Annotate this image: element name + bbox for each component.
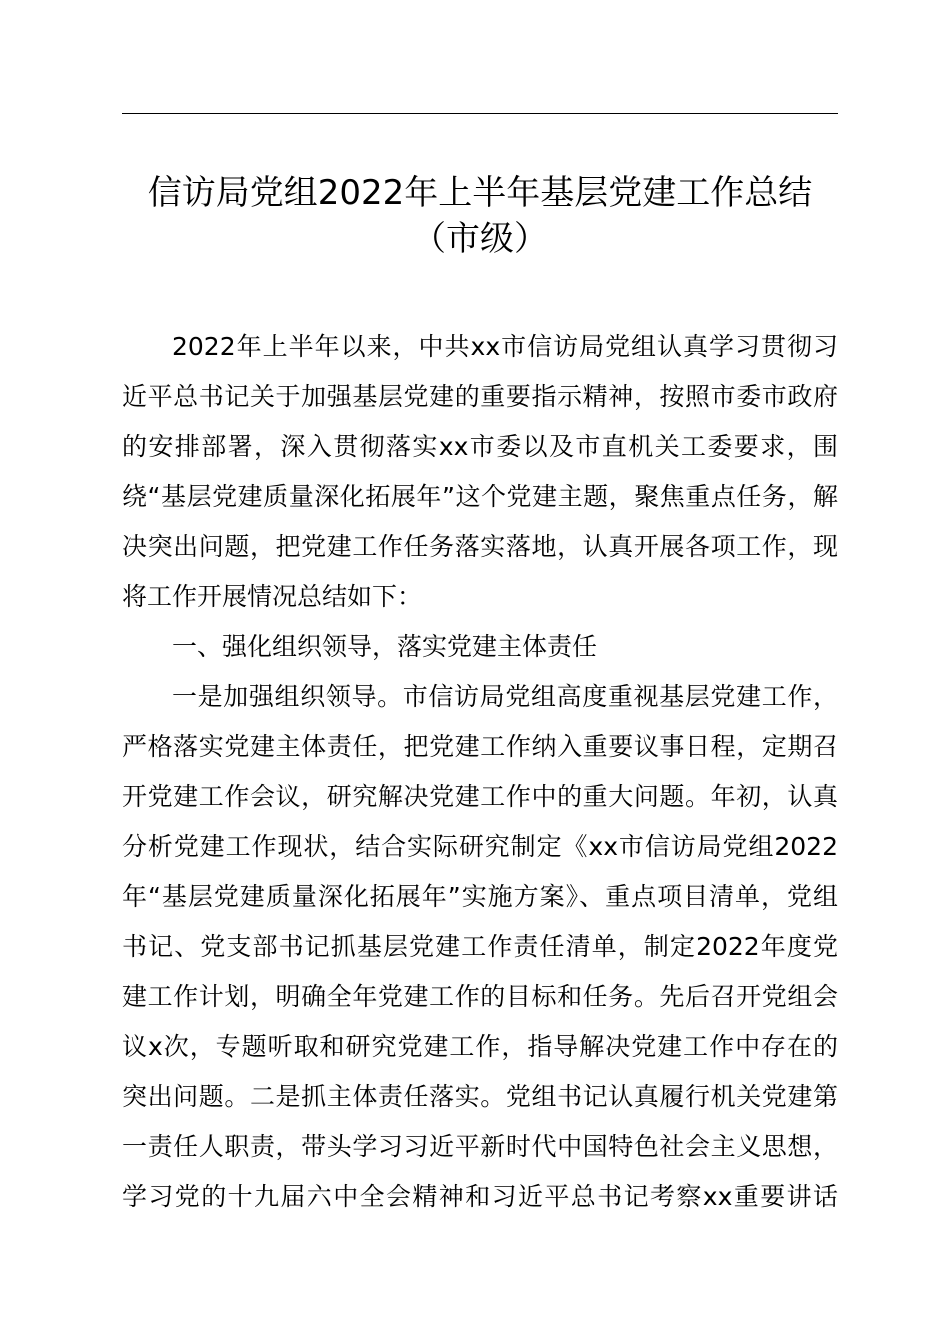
paragraph-line: 年“基层党建质量深化拓展年”实施方案》、重点项目清单，党组 xyxy=(122,882,838,911)
document-body xyxy=(122,322,838,1222)
paragraph-line: 近平总书记关于加强基层党建的重要指示精神，按照市委市政府 xyxy=(122,382,838,411)
paragraph-line: 开党建工作会议，研究解决党建工作中的重大问题。年初，认真 xyxy=(122,782,838,811)
paragraph-line: 2022年上半年以来，中共xx市信访局党组认真学习贯彻习 xyxy=(172,332,838,361)
document-title: 信访局党组2022年上半年基层党建工作总结 xyxy=(147,173,813,213)
paragraph-line: 一责任人职责，带头学习习近平新时代中国特色社会主义思想， xyxy=(122,1132,838,1161)
document-subtitle: （市级） xyxy=(412,219,548,259)
paragraph-line: 议x次，专题听取和研究党建工作，指导解决党建工作中存在的 xyxy=(122,1032,838,1061)
section-heading: 一、强化组织领导，落实党建主体责任 xyxy=(172,632,598,661)
paragraph-line: 严格落实党建主体责任，把党建工作纳入重要议事日程，定期召 xyxy=(122,732,838,761)
paragraph-line: 突出问题。二是抓主体责任落实。党组书记认真履行机关党建第 xyxy=(122,1082,838,1111)
header-rule xyxy=(122,113,838,114)
paragraph-line: 学习党的十九届六中全会精神和习近平总书记考察xx重要讲话 xyxy=(122,1182,838,1211)
paragraph-line: 书记、党支部书记抓基层党建工作责任清单，制定2022年度党 xyxy=(122,932,838,961)
paragraph-line: 一是加强组织领导。市信访局党组高度重视基层党建工作， xyxy=(172,682,838,711)
paragraph-line: 建工作计划，明确全年党建工作的目标和任务。先后召开党组会 xyxy=(122,982,838,1011)
paragraph-line: 的安排部署，深入贯彻落实xx市委以及市直机关工委要求，围 xyxy=(122,432,838,461)
paragraph-line: 绕“基层党建质量深化拓展年”这个党建主题，聚焦重点任务，解 xyxy=(122,482,838,511)
paragraph-line: 将工作开展情况总结如下： xyxy=(122,582,423,611)
paragraph-line: 分析党建工作现状，结合实际研究制定《xx市信访局党组2022 xyxy=(122,832,838,861)
paragraph-line: 决突出问题，把党建工作任务落实落地，认真开展各项工作，现 xyxy=(122,532,838,561)
